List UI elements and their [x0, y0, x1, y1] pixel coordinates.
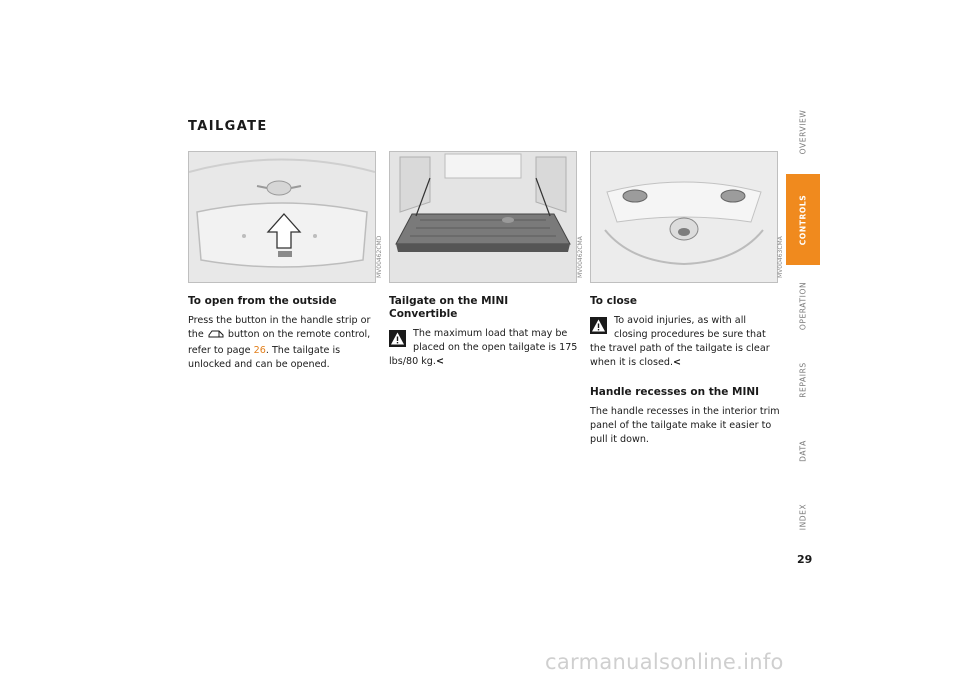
warning-icon [590, 317, 607, 334]
end-mark: < [673, 357, 682, 368]
tailgate-key-icon [207, 329, 225, 344]
tab-operation[interactable]: OPERATION [798, 281, 808, 330]
side-tab-strip [786, 98, 820, 538]
heading-open-from-outside: To open from the outside [188, 295, 337, 307]
heading-to-close: To close [590, 295, 638, 307]
figure-outside-handle [188, 151, 376, 283]
warning-convertible: The maximum load that may be placed on the open tailgate is 175 lbs/80 kg.< [389, 328, 578, 367]
tab-overview[interactable]: OVERVIEW [798, 109, 808, 155]
section-title: TAILGATE [188, 119, 268, 134]
page-number: 29 [797, 553, 813, 566]
figure-convertible-tailgate [389, 151, 577, 283]
heading-convertible: Tailgate on the MINI Convertible [389, 295, 509, 320]
warning-icon [389, 330, 406, 347]
figure-code-1: MV00462CMD [376, 235, 383, 278]
body-open-from-outside: Press the button in the handle strip or the button on the remote control, refer to page 26. The tailgate is unlocked and can be opened. [188, 315, 371, 370]
watermark: carmanualsonline.info [545, 650, 784, 674]
col-open-from-outside [188, 295, 378, 372]
tab-index[interactable]: INDEX [798, 503, 808, 531]
page-reference-link[interactable]: 26 [253, 345, 266, 356]
col-convertible [389, 295, 579, 369]
tab-controls[interactable]: CONTROLS [786, 174, 820, 265]
end-mark: < [435, 356, 444, 367]
body-handle-recesses: The handle recesses in the interior trim panel of the tailgate make it easier to pull it down. [590, 406, 780, 445]
tab-repairs[interactable]: REPAIRS [798, 362, 808, 398]
warning-close: To avoid injuries, as with all closing procedures be sure that the travel path of the tailgate is clear when it is closed.< [590, 315, 770, 368]
heading-handle-recesses: Handle recesses on the MINI [590, 386, 760, 398]
figure-code-3: MV00463CMA [777, 236, 784, 278]
figure-handle-recesses [590, 151, 778, 283]
figure-code-2: MV00462CMA [577, 236, 584, 278]
tab-data[interactable]: DATA [798, 440, 808, 462]
col-close [590, 295, 780, 447]
